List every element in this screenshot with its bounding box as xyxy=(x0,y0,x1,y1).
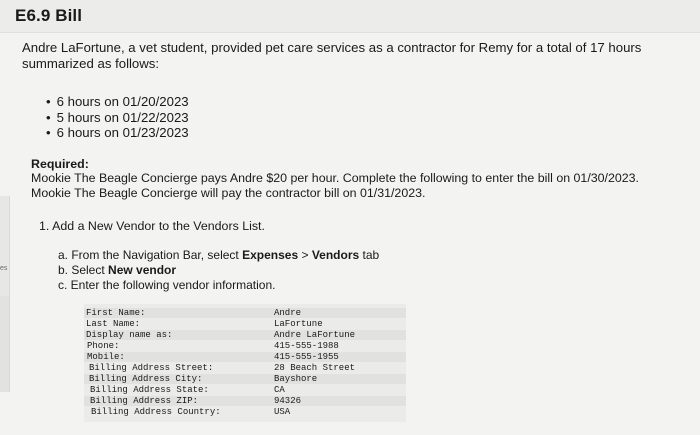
left-margin-strip-lower xyxy=(0,296,9,392)
substep-a-expenses: Expenses xyxy=(242,248,299,262)
vendor-field-value: CA xyxy=(274,385,285,395)
vendor-field-value: 94326 xyxy=(274,396,302,406)
vendor-field-label: Billing Address State: xyxy=(90,385,209,395)
table-row xyxy=(84,396,406,406)
list-item: • 6 hours on 01/23/2023 xyxy=(46,125,189,141)
substep-a-prefix: a. From the Navigation Bar, select xyxy=(58,248,243,262)
required-line-2: Mookie The Beagle Concierge will pay the contractor bill on 01/31/2023. xyxy=(31,186,426,200)
substep-a-vendors: Vendors xyxy=(311,248,360,262)
vendor-field-label: Billing Address ZIP: xyxy=(90,396,199,406)
substep-b-new-vendor: New vendor xyxy=(108,263,177,277)
substep-a xyxy=(58,248,379,263)
table-row xyxy=(84,341,406,351)
intro-paragraph: Andre LaFortune, a vet student, provided pet care services as a contractor for Remy for a total of 17 hours summarized as follows: xyxy=(22,40,642,71)
substeps xyxy=(58,248,379,293)
vendor-field-label: First Name: xyxy=(86,308,146,318)
vendor-field-value: LaFortune xyxy=(274,319,323,329)
vendor-field-label: Phone: xyxy=(87,341,120,351)
vendor-field-value: Andre LaFortune xyxy=(274,330,356,340)
table-row xyxy=(84,319,406,329)
substep-a-separator: > xyxy=(298,248,312,262)
vendor-info-table xyxy=(84,304,406,422)
substep-b xyxy=(58,263,379,278)
page-title: E6.9 Bill xyxy=(15,6,83,25)
vendor-field-label: Billing Address City: xyxy=(89,374,203,384)
table-row xyxy=(84,363,406,373)
vendor-field-label: Billing Address Street: xyxy=(89,363,214,373)
vendor-field-value: 415-555-1988 xyxy=(274,341,339,351)
required-heading: Required: xyxy=(31,157,89,171)
header-band xyxy=(0,0,700,33)
table-row xyxy=(84,308,406,318)
vendor-field-label: Display name as: xyxy=(86,330,173,340)
vendor-field-value: 415-555-1955 xyxy=(274,352,339,362)
vendor-field-value: Andre xyxy=(274,308,302,318)
table-row xyxy=(84,330,406,340)
step-1-heading: 1. Add a New Vendor to the Vendors List. xyxy=(39,219,265,233)
required-text xyxy=(31,171,691,201)
substep-b-prefix: b. Select xyxy=(58,263,109,277)
required-line-1: Mookie The Beagle Concierge pays Andre $20 per hour. Complete the following to enter the bill on 01/30/2023. xyxy=(31,171,639,185)
list-item: • 5 hours on 01/22/2023 xyxy=(46,110,189,126)
vendor-field-value: Bayshore xyxy=(274,374,318,384)
hours-list xyxy=(46,94,189,141)
table-row xyxy=(84,352,406,362)
substep-a-suffix: tab xyxy=(359,248,380,262)
list-item: • 6 hours on 01/20/2023 xyxy=(46,94,189,110)
margin-tab-label: es xyxy=(0,265,8,272)
vendor-field-label: Billing Address Country: xyxy=(91,407,221,417)
vendor-field-label: Last Name: xyxy=(86,319,141,329)
table-row xyxy=(84,385,406,395)
vendor-field-value: 28 Beach Street xyxy=(274,363,356,373)
table-row xyxy=(84,407,406,417)
table-row xyxy=(84,374,406,384)
vendor-field-value: USA xyxy=(274,407,291,417)
vendor-field-label: Mobile: xyxy=(87,352,125,362)
substep-c: c. Enter the following vendor information. xyxy=(58,278,276,292)
